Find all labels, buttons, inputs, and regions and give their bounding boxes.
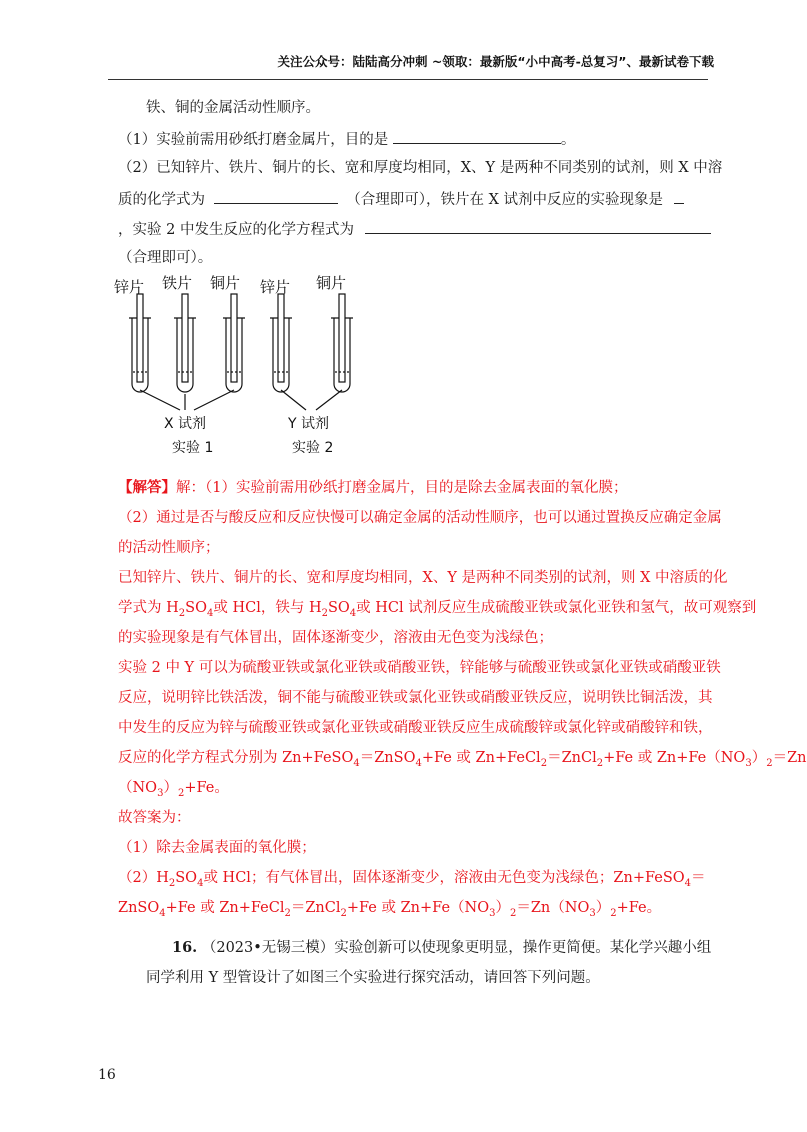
text-span: ＝ZnSO bbox=[359, 750, 416, 766]
subscript: 4 bbox=[415, 757, 422, 769]
subscript: 2 bbox=[766, 757, 773, 769]
text-span: ＝ bbox=[691, 870, 706, 886]
text-span: +Fe 或 Zn+Fe（NO bbox=[346, 900, 490, 916]
label-reagent-x: X 试剂 bbox=[164, 416, 207, 432]
text-span: +Fe。 bbox=[184, 780, 229, 796]
text-span: +Fe 或 Zn+FeCl bbox=[421, 750, 541, 766]
subscript: 4 bbox=[159, 907, 166, 919]
label-zinc-1: 锌片 bbox=[114, 278, 145, 296]
subscript: 2 bbox=[540, 757, 548, 769]
question-2-equation-label: ，实验 2 中发生反应的化学方程式为 bbox=[118, 222, 354, 238]
question-1-end: 。 bbox=[560, 132, 576, 148]
subscript: 2 bbox=[284, 907, 291, 919]
text-span: ＝Zn bbox=[772, 750, 807, 766]
text-span: 或 HCl 试剂反应生成硫酸亚铁或氯化亚铁和氢气，故可观察到 bbox=[356, 600, 757, 616]
answer-line-9: 中发生的反应为锌与硫酸亚铁或氯化亚铁或硝酸亚铁反应生成硫酸锌或氯化锌或硝酸锌和铁， bbox=[118, 720, 713, 736]
question-line-0: 铁、铜的金属活动性顺序。 bbox=[146, 100, 320, 116]
question-16-text: （2023•无锡三模）实验创新可以使现象更明显，操作更简便。某化学兴趣小组 bbox=[201, 940, 712, 956]
answer-blank-1 bbox=[393, 128, 561, 144]
text-span: 反应的化学方程式分别为 Zn+FeSO bbox=[118, 750, 354, 766]
question-1 bbox=[118, 128, 575, 150]
question-2-line-2 bbox=[118, 188, 684, 210]
final-answer-1: （1）除去金属表面的氧化膜； bbox=[118, 840, 316, 856]
copper-strip-2 bbox=[339, 294, 345, 382]
subscript: 2 bbox=[596, 757, 604, 769]
answer-line-10 bbox=[118, 748, 807, 774]
answer-blank-3 bbox=[674, 188, 684, 204]
label-zinc-2: 锌片 bbox=[260, 278, 291, 296]
question-16-line-2: 同学利用 Y 型管设计了如图三个实验进行探究活动，请回答下列问题。 bbox=[146, 970, 600, 986]
text-span: （2）H bbox=[118, 870, 169, 886]
answer-line-8: 反应，说明锌比铁活泼，铜不能与硫酸亚铁或氯化亚铁或硝酸亚铁反应，说明铁比铜活泼，其 bbox=[118, 690, 713, 706]
copper-strip-1 bbox=[231, 294, 237, 382]
zinc-strip-1 bbox=[137, 294, 143, 382]
zinc-strip-2 bbox=[278, 294, 284, 382]
question-number: 16. bbox=[172, 939, 198, 956]
text-span: +Fe 或 Zn+Fe（NO bbox=[603, 750, 746, 766]
text-span: ） bbox=[595, 900, 611, 916]
subscript: 4 bbox=[349, 607, 357, 619]
question-2-line-4: （合理即可）。 bbox=[118, 250, 213, 266]
iron-strip bbox=[182, 294, 188, 382]
text-span: ） bbox=[495, 900, 510, 916]
subscript: 3 bbox=[489, 907, 496, 919]
text-span: ） bbox=[163, 780, 178, 796]
text-span: SO bbox=[175, 870, 198, 886]
subscript: 4 bbox=[206, 607, 214, 619]
subscript: 4 bbox=[197, 877, 204, 889]
question-2-formula-label: 质的化学式为 bbox=[118, 192, 205, 208]
experiment-diagram bbox=[110, 272, 410, 462]
text-span: ZnSO bbox=[118, 900, 160, 916]
question-1-text: （1）实验前需用砂纸打磨金属片，目的是 bbox=[118, 132, 389, 148]
subscript: 2 bbox=[509, 907, 517, 919]
final-answer-3 bbox=[118, 898, 661, 924]
label-iron: 铁片 bbox=[162, 274, 193, 292]
final-answer-label: 故答案为： bbox=[118, 810, 191, 826]
text-span: SO bbox=[327, 600, 350, 616]
subscript: 2 bbox=[340, 907, 347, 919]
answer-part-1: 解：（1）实验前需用砂纸打磨金属片，目的是除去金属表面的氧化膜； bbox=[176, 480, 628, 496]
label-copper-1: 铜片 bbox=[210, 274, 241, 292]
subscript: 3 bbox=[589, 907, 596, 919]
answer-line-2: （2）通过是否与酸反应和反应快慢可以确定金属的活动性顺序，也可以通过置换反应确定金属 bbox=[118, 510, 722, 526]
answer-line-7: 实验 2 中 Y 可以为硫酸亚铁或氯化亚铁或硝酸亚铁，锌能够与硫酸亚铁或氯化亚铁或硝酸亚铁 bbox=[118, 660, 721, 676]
subscript: 3 bbox=[745, 757, 752, 769]
answer-blank-4 bbox=[365, 218, 711, 234]
question-2-line-1: （2）已知锌片、铁片、铜片的长、宽和厚度均相同，X、Y 是两种不同类别的试剂，则 X 中溶 bbox=[118, 160, 723, 176]
subscript: 2 bbox=[321, 607, 328, 619]
subscript: 2 bbox=[178, 607, 186, 619]
page-number: 16 bbox=[98, 1067, 116, 1083]
text-span: ＝Zn（NO bbox=[516, 900, 590, 916]
page-header: 关注公众号：陆陆高分冲刺 ~领取：最新版“小中高考-总复习”、最新试卷下载 bbox=[277, 54, 714, 69]
text-span: SO bbox=[185, 600, 207, 616]
text-span: 或 HCl，铁与 H bbox=[213, 600, 322, 616]
text-span: ＝ZnCl bbox=[290, 900, 341, 916]
answer-line-6: 的实验现象是有气体冒出，固体逐渐变少，溶液由无色变为浅绿色； bbox=[118, 630, 553, 646]
label-copper-2: 铜片 bbox=[316, 274, 347, 292]
subscript: 4 bbox=[684, 877, 692, 889]
text-span: ＝ZnCl bbox=[547, 750, 597, 766]
text-span: ） bbox=[751, 750, 767, 766]
question-2-phenomenon-label: （合理即可），铁片在 X 试剂中反应的实验现象是 bbox=[346, 192, 664, 208]
subscript: 4 bbox=[353, 757, 360, 769]
question-2-line-3 bbox=[118, 218, 711, 240]
text-span: 或 HCl；有气体冒出，固体逐渐变少，溶液由无色变为浅绿色；Zn+FeSO bbox=[203, 870, 685, 886]
label-reagent-y: Y 试剂 bbox=[288, 416, 330, 432]
subscript: 2 bbox=[168, 877, 176, 889]
text-span: +Fe 或 Zn+FeCl bbox=[165, 900, 285, 916]
label-experiment-2: 实验 2 bbox=[292, 440, 334, 456]
subscript: 2 bbox=[610, 907, 617, 919]
answer-tag: 【解答】 bbox=[118, 479, 176, 496]
final-answer-2 bbox=[118, 868, 706, 894]
label-experiment-1: 实验 1 bbox=[172, 440, 214, 456]
answer-blank-2 bbox=[214, 188, 338, 204]
header-rule bbox=[108, 79, 708, 80]
subscript: 3 bbox=[157, 787, 164, 799]
answer-line-4: 已知锌片、铁片、铜片的长、宽和厚度均相同，X、Y 是两种不同类别的试剂，则 X 中溶质的化 bbox=[118, 570, 728, 586]
text-span: +Fe。 bbox=[616, 900, 662, 916]
answer-line-1 bbox=[118, 478, 627, 498]
question-16-line-1 bbox=[172, 938, 711, 958]
text-span: 学式为 H bbox=[118, 600, 179, 616]
text-span: （NO bbox=[118, 780, 158, 796]
answer-line-5 bbox=[118, 598, 756, 624]
subscript: 2 bbox=[177, 787, 185, 799]
answer-line-11 bbox=[118, 778, 229, 804]
answer-line-3: 的活动性顺序； bbox=[118, 540, 220, 556]
